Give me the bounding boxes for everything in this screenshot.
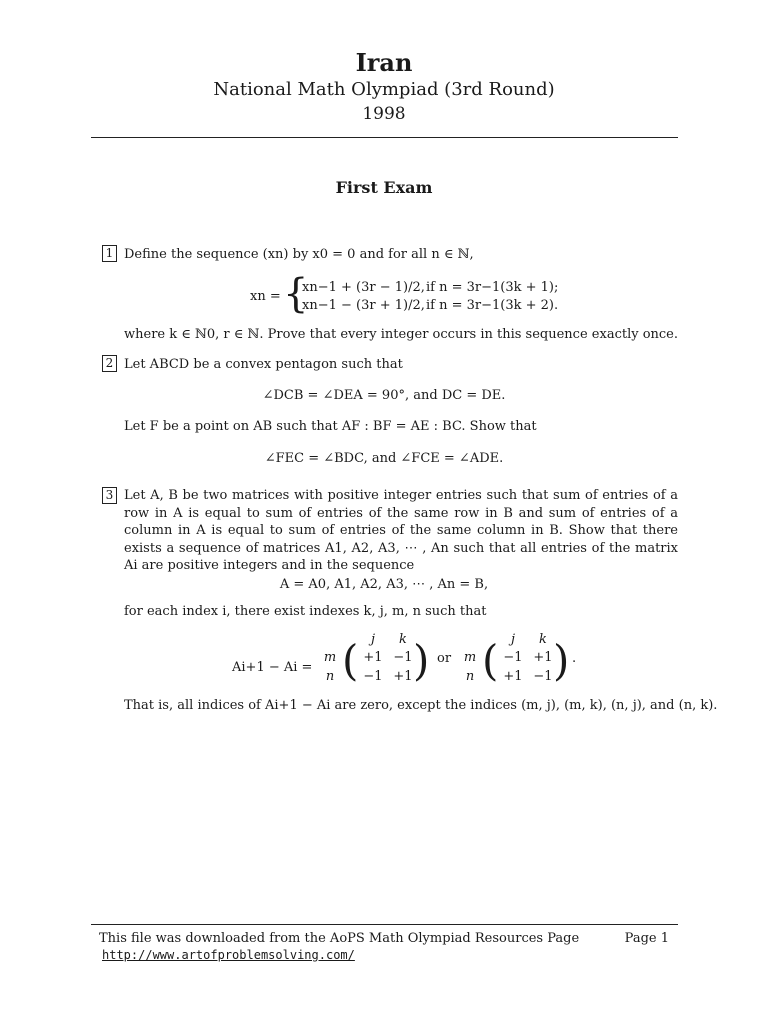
matrix1-col-label-j: j	[370, 632, 376, 647]
matrix2-cell: +1	[503, 669, 523, 684]
header-divider	[91, 137, 678, 138]
document-competition: National Math Olympiad (3rd Round)	[213, 79, 555, 100]
problem-1-intro: Define the sequence (xn) by x0 = 0 and for all n ∈ ℕ,	[124, 247, 474, 262]
matrix-or-word: or	[437, 651, 452, 666]
matrix2-left-paren: (	[482, 636, 499, 685]
problem-3-mid: for each index i, there exist indexes k, j, m, n such that	[124, 604, 487, 619]
matrix-equation-lhs: Ai+1 − Ai =	[232, 660, 313, 675]
matrix-end-period: .	[572, 651, 577, 666]
problem-3-sequence: A = A0, A1, A2, A3, ⋯ , An = B,	[279, 577, 489, 592]
problem-1-case2-expr: xn−1 − (3r + 1)/2,	[302, 298, 425, 313]
problem-1-case1-cond: if n = 3r−1(3k + 1);	[426, 280, 559, 295]
matrix2-right-paren: )	[553, 636, 570, 685]
matrix1-row-label-n: n	[325, 669, 335, 684]
document-year: 1998	[362, 104, 406, 124]
matrix2-col-label-k: k	[539, 632, 547, 647]
document-country: Iran	[355, 48, 413, 77]
matrix1-cell: −1	[393, 650, 413, 665]
problem-2-equation-2: ∠FEC = ∠BDC, and ∠FCE = ∠ADE.	[264, 451, 504, 466]
matrix2-row-label-m: m	[463, 650, 477, 665]
problem-1-outro: where k ∈ ℕ0, r ∈ ℕ. Prove that every integer occurs in this sequence exactly once.	[124, 327, 679, 342]
problem-3-body: Let A, B be two matrices with positive integer entries such that sum of entries of a row in A is equal to sum of entries of the same row in B and sum of entries of a column in A is equal to sum of entries of the same column in B. Show that there exists a sequence of matrices A1, A2, A3, ⋯ , An such that all entries of the matrix Ai are positive integers and in the sequence	[124, 488, 678, 574]
matrix1-cell: +1	[363, 650, 383, 665]
problem-3-outro: That is, all indices of Ai+1 − Ai are zero, except the indices (m, j), (m, k), (n, j), and (n, k).	[124, 698, 718, 713]
problem-1-case1-expr: xn−1 + (3r − 1)/2,	[302, 280, 425, 295]
matrix2-cell: +1	[533, 650, 553, 665]
problem-1-lhs: xn =	[250, 289, 281, 304]
footer-url-link[interactable]: http://www.artofproblemsolving.com/	[102, 948, 355, 962]
matrix1-col-label-k: k	[399, 632, 407, 647]
footer-download-text: This file was downloaded from the AoPS Math Olympiad Resources Page	[99, 931, 580, 946]
matrix2-col-label-j: j	[510, 632, 516, 647]
exam-title: First Exam	[335, 178, 433, 197]
footer-page-number: Page 1	[624, 931, 669, 946]
matrix2-cell: −1	[503, 650, 523, 665]
problem-number-3: 3	[102, 487, 117, 504]
footer-divider	[91, 924, 678, 925]
matrix2-cell: −1	[533, 669, 553, 684]
problem-2-intro: Let ABCD be a convex pentagon such that	[124, 357, 403, 372]
matrix1-left-paren: (	[342, 636, 359, 685]
problem-number-1: 1	[102, 245, 117, 262]
problem-1-case2-cond: if n = 3r−1(3k + 2).	[426, 298, 559, 313]
matrix1-cell: −1	[363, 669, 383, 684]
matrix2-row-label-n: n	[465, 669, 475, 684]
problem-2-equation-1: ∠DCB = ∠DEA = 90°, and DC = DE.	[262, 388, 506, 403]
problem-2-mid: Let F be a point on AB such that AF : BF = AE : BC. Show that	[124, 419, 537, 434]
matrix1-row-label-m: m	[323, 650, 337, 665]
matrix1-cell: +1	[393, 669, 413, 684]
cases-brace: {	[283, 271, 309, 317]
matrix1-right-paren: )	[413, 636, 430, 685]
problem-number-2: 2	[102, 355, 117, 372]
